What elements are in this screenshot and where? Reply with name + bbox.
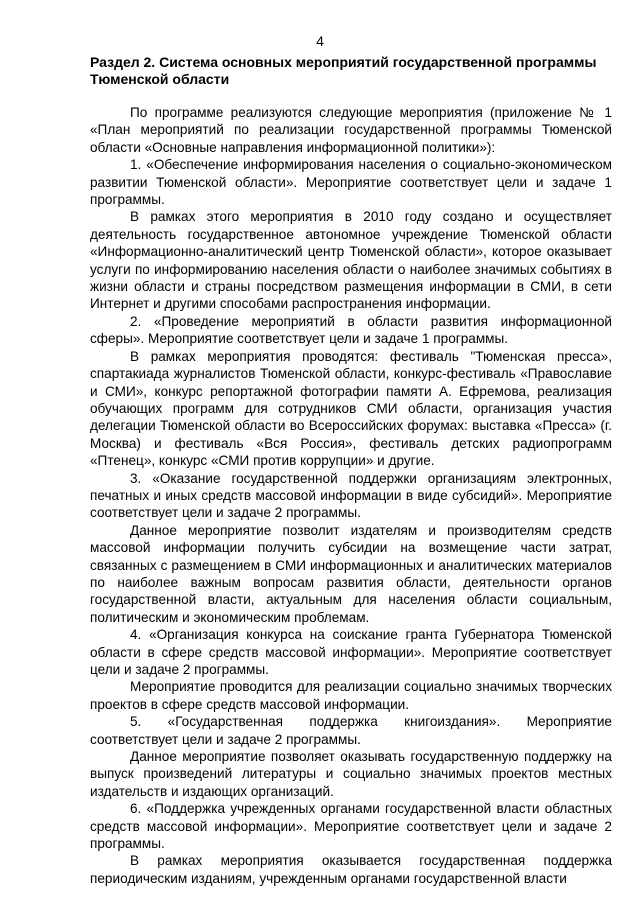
paragraph: 5. «Государственная поддержка книгоиздания». Мероприятие соответствует цели и задаче 2 программы. [90, 714, 612, 747]
paragraph: Данное мероприятие позволяет оказывать государственную поддержку на выпуск произведений литературы и социально значимых проектов местных издательств и издающих организаций. [90, 749, 612, 799]
paragraph: В рамках этого мероприятия в 2010 году создано и осуществляет деятельность государственное автономное учреждение Тюменской области «Информационно-аналитический центр Тюменской области», которое оказывает услуги по информированию населения области о наиболее значимых событиях в жизни области и страны посредством размещения информации в СМИ, в сети Интернет и другими способами распространения информации. [90, 209, 612, 312]
paragraph: Мероприятие проводится для реализации социально значимых творческих проектов в сфере средств массовой информации. [90, 679, 612, 712]
page-number: 4 [316, 33, 324, 49]
paragraph: 1. «Обеспечение информирования населения о социально-экономическом развитии Тюменской области». Мероприятие соответствует цели и задаче 1 программы. [90, 157, 612, 208]
paragraph: В рамках мероприятия оказывается государственная поддержка периодическим изданиям, учрежденным органами государственной власти [90, 853, 612, 886]
paragraph: 4. «Организация конкурса на соискание гранта Губернатора Тюменской области в сфере средств массовой информации». Мероприятие соответствует цели и задаче 2 программы. [90, 627, 612, 677]
paragraph: 3. «Оказание государственной поддержки организациям электронных, печатных и иных средств массовой информации в виде субсидий». Мероприятие соответствует цели и задаче 2 программы. [90, 470, 612, 521]
section-title: Раздел 2. Система основных мероприятий государственной программы Тюменской области [90, 54, 597, 87]
paragraph: 6. «Поддержка учрежденных органами государственной власти областных средств массовой информации». Мероприятие соответствует цели и задаче 2 программы. [90, 801, 612, 852]
document-body [90, 104, 612, 887]
paragraph: Данное мероприятие позволит издателям и производителям средств массовой информации получить субсидии на возмещение части затрат, связанных с размещением в СМИ информационных и аналитических материалов по наиболее важным вопросам развития области, деятельности органов государственной власти, актуальным для населения области социальным, политическим и экономическим проблемам. [90, 522, 612, 625]
paragraph: В рамках мероприятия проводятся: фестиваль "Тюменская пресса», спартакиада журналистов Тюменской области, конкурс-фестиваль «Православие и СМИ», конкурс репортажной фотографии памяти А. Ефремова, реализация обучающих программ для сотрудников СМИ области, организация участия делегации Тюменской области во Всероссийских форумах: выставка «Пресса» (г. Москва) и фестиваль «Вся Россия», фестиваль детских радиопрограмм «Птенец», конкурс «СМИ против коррупции» и другие. [90, 348, 612, 469]
paragraph: По программе реализуются следующие мероприятия (приложение № 1 «План мероприятий по реализации государственной программы Тюменской области «Основные направления информационной политики»): [90, 105, 612, 155]
paragraph: 2. «Проведение мероприятий в области развития информационной сферы». Мероприятие соответствует цели и задаче 1 программы. [90, 313, 612, 347]
